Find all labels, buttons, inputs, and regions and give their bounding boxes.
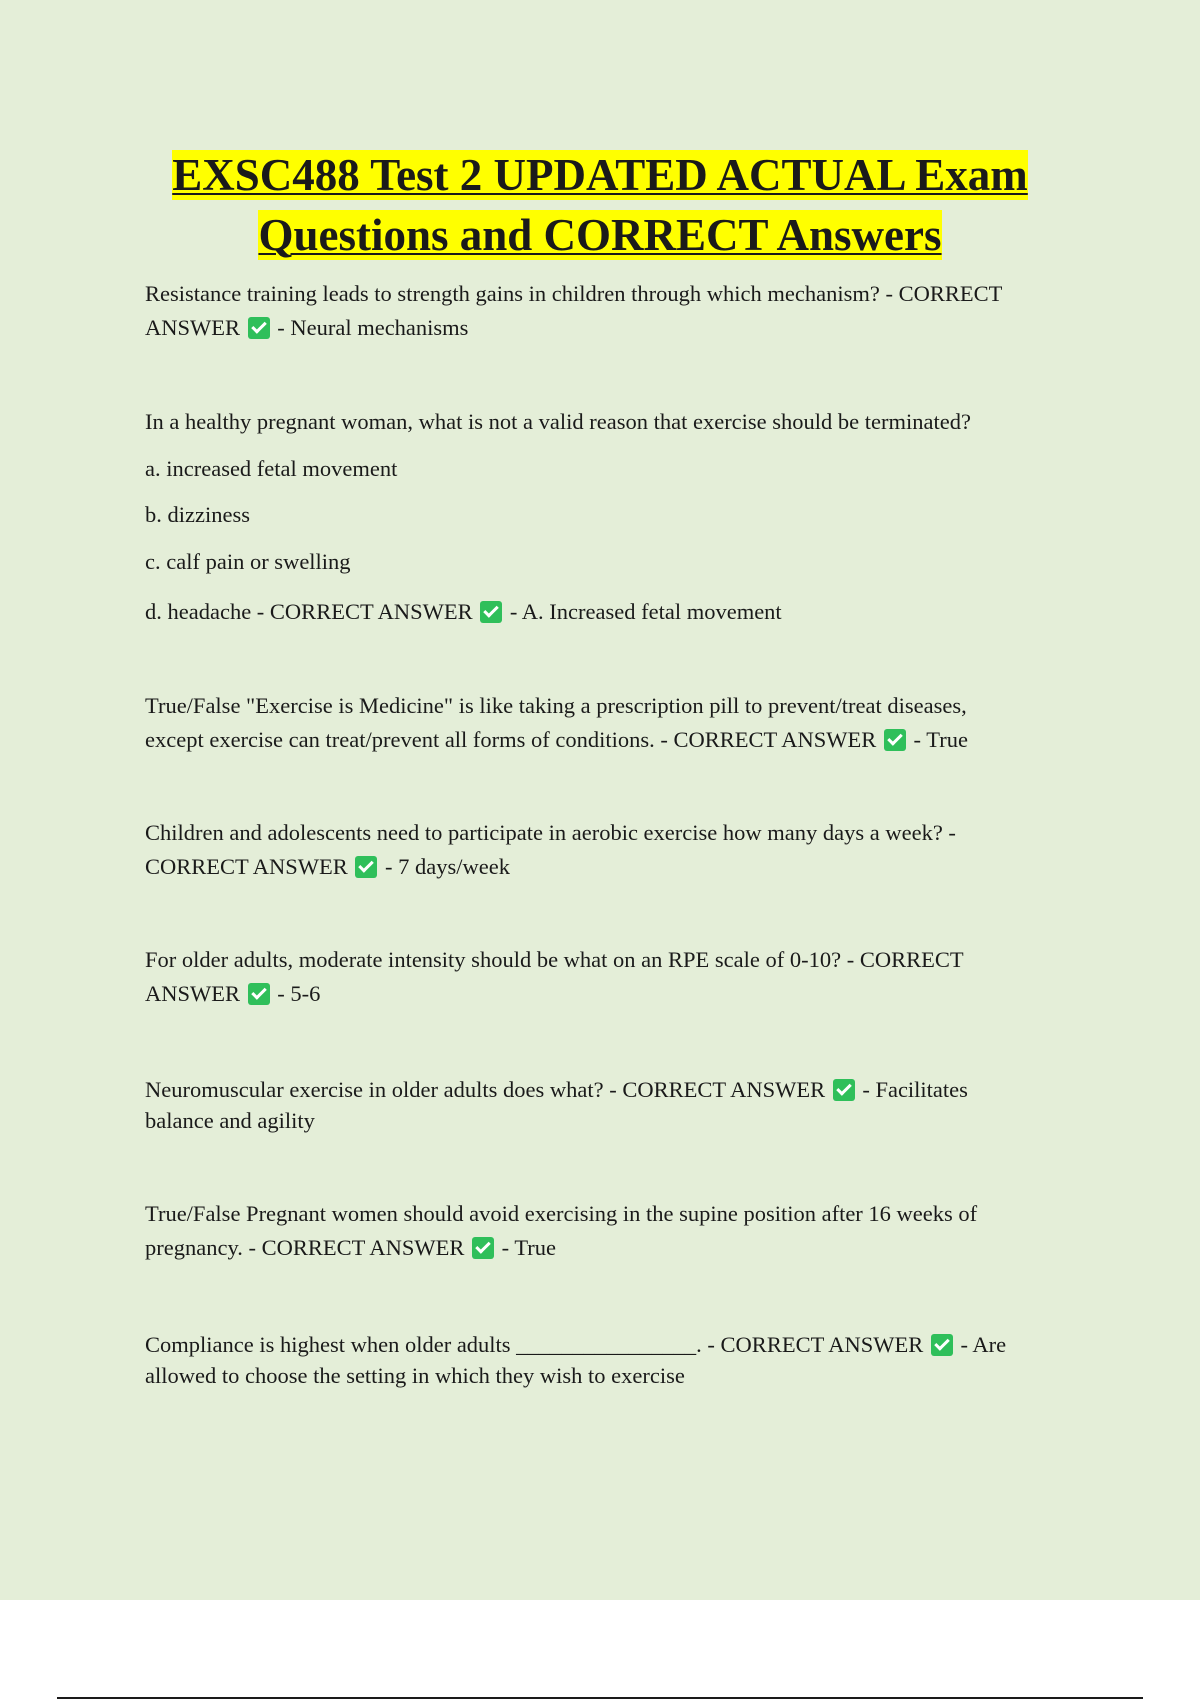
answer-text: - True bbox=[913, 727, 968, 752]
answer-text: - Neural mechanisms bbox=[277, 315, 469, 340]
checkmark-icon bbox=[472, 1237, 494, 1259]
question-3 bbox=[145, 689, 1080, 757]
answer-label: ANSWER bbox=[145, 315, 240, 340]
answer-text: - 7 days/week bbox=[385, 854, 510, 879]
question-text: Neuromuscular exercise in older adults does what? - CORRECT ANSWER bbox=[145, 1077, 826, 1102]
question-text: For older adults, moderate intensity should be what on an RPE scale of 0-10? - CORRECT bbox=[145, 947, 964, 972]
checkmark-icon bbox=[248, 317, 270, 339]
answer-label: ANSWER bbox=[145, 981, 240, 1006]
question-text: True/False "Exercise is Medicine" is like taking a prescription pill to prevent/treat diseases, bbox=[145, 693, 967, 718]
answer-text-continued: allowed to choose the setting in which they wish to exercise bbox=[145, 1363, 685, 1388]
checkmark-icon bbox=[355, 856, 377, 878]
option-d bbox=[145, 595, 1080, 629]
answer-text: - A. Increased fetal movement bbox=[509, 599, 782, 624]
answer-label: pregnancy. - CORRECT ANSWER bbox=[145, 1235, 465, 1260]
question-7 bbox=[145, 1197, 1080, 1265]
question-1 bbox=[145, 277, 1080, 345]
question-4 bbox=[145, 816, 1080, 884]
document-title bbox=[100, 145, 1100, 265]
checkmark-icon bbox=[833, 1079, 855, 1101]
checkmark-icon bbox=[480, 601, 502, 623]
question-2 bbox=[145, 405, 1080, 439]
question-5 bbox=[145, 943, 1080, 1011]
question-text: Children and adolescents need to participate in aerobic exercise how many days a week? - bbox=[145, 820, 956, 845]
title-line-1: EXSC488 Test 2 UPDATED ACTUAL Exam bbox=[172, 150, 1028, 200]
question-8 bbox=[145, 1329, 1080, 1391]
answer-text-continued: balance and agility bbox=[145, 1108, 315, 1133]
question-text: In a healthy pregnant woman, what is not a valid reason that exercise should be terminated? bbox=[145, 409, 971, 434]
question-text: Resistance training leads to strength gains in children through which mechanism? - CORRECT bbox=[145, 281, 1003, 306]
answer-text: - Facilitates bbox=[862, 1077, 968, 1102]
option-b: b. dizziness bbox=[145, 502, 250, 527]
checkmark-icon bbox=[884, 729, 906, 751]
option-a: a. increased fetal movement bbox=[145, 456, 398, 481]
answer-text: - Are bbox=[960, 1332, 1007, 1357]
question-text: Compliance is highest when older adults ________________. - CORRECT ANSWER bbox=[145, 1332, 924, 1357]
answer-label: except exercise can treat/prevent all forms of conditions. - CORRECT ANSWER bbox=[145, 727, 877, 752]
question-6 bbox=[145, 1074, 1080, 1136]
checkmark-icon bbox=[931, 1334, 953, 1356]
option-d-text: d. headache - CORRECT ANSWER bbox=[145, 599, 473, 624]
answer-label: CORRECT ANSWER bbox=[145, 854, 348, 879]
question-text: True/False Pregnant women should avoid exercising in the supine position after 16 weeks of bbox=[145, 1201, 978, 1226]
option-c: c. calf pain or swelling bbox=[145, 549, 351, 574]
footer-divider bbox=[57, 1697, 1143, 1699]
checkmark-icon bbox=[248, 983, 270, 1005]
answer-text: - 5-6 bbox=[277, 981, 321, 1006]
title-line-2: Questions and CORRECT Answers bbox=[258, 210, 942, 260]
answer-text: - True bbox=[501, 1235, 557, 1260]
